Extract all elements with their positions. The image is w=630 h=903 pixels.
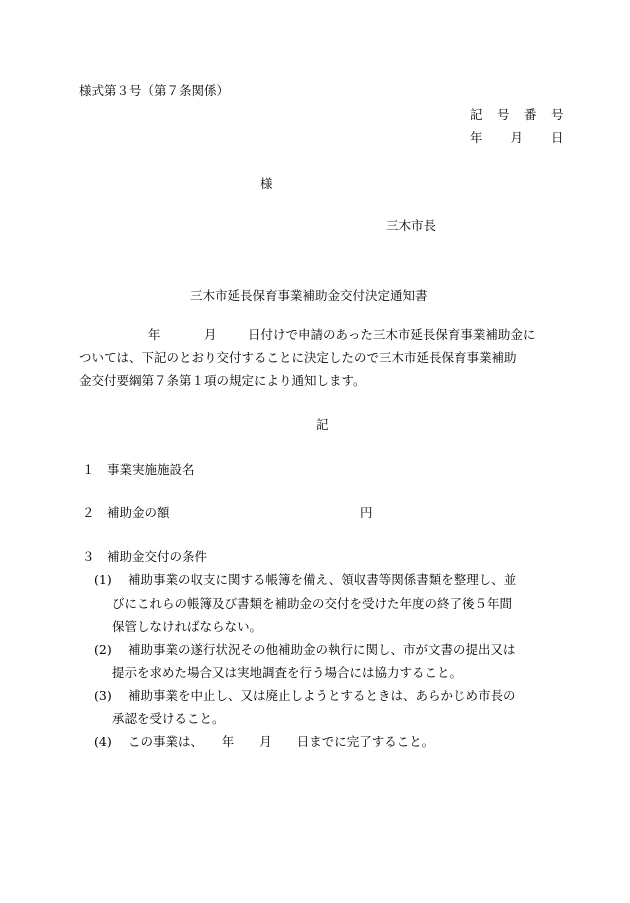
condition-line: この事業は、 年 月 日までに完了すること。 [128, 734, 435, 749]
body-date-year: 年 [148, 327, 161, 342]
item-label: 事業実施施設名 [107, 462, 195, 477]
issue-date: 年 月 日 [470, 130, 565, 145]
condition-line: 承認を受けること。 [112, 711, 225, 726]
item-number: ３ [82, 549, 95, 564]
sender-name: 三木市長 [386, 218, 437, 233]
condition-line: びにこれらの帳簿及び書類を補助金の交付を受けた年度の終了後５年間 [112, 596, 513, 611]
condition-number: (3) [94, 688, 112, 703]
item-number: ２ [82, 505, 95, 520]
record-number: 記 号 番 号 [470, 107, 565, 122]
ki-heading: 記 [316, 417, 329, 432]
body-line-3: 金交付要綱第７条第１項の規定により通知します。 [79, 373, 366, 388]
document-title: 三木市延長保育事業補助金交付決定通知書 [190, 288, 428, 303]
condition-line: 提示を求めた場合又は実地調査を行う場合には協力すること。 [112, 665, 463, 680]
condition-number: (2) [94, 642, 112, 657]
condition-line: 補助事業の遂行状況その他補助金の執行に関し、市が文書の提出又は [128, 642, 516, 657]
condition-number: (1) [94, 572, 112, 587]
condition-line: 補助事業を中止し、又は廃止しようとするときは、あらかじめ市長の [128, 688, 516, 703]
body-date-month: 月 [204, 327, 217, 342]
item-label: 補助金の額 [107, 505, 170, 520]
condition-line: 補助事業の収支に関する帳簿を備え、領収書等関係書類を整理し、並 [128, 572, 517, 587]
condition-line: 保管しなければならない。 [112, 619, 263, 634]
body-line-1: 日付けで申請のあった三木市延長保育事業補助金に [248, 327, 536, 342]
recipient-honorific: 様 [260, 176, 273, 191]
body-line-2: ついては、下記のとおり交付することに決定したので三木市延長保育事業補助 [79, 350, 517, 365]
condition-number: (4) [94, 734, 112, 749]
form-number: 様式第３号（第７条関係） [79, 83, 230, 98]
item-label: 補助金交付の条件 [107, 549, 208, 564]
item-unit: 円 [360, 505, 373, 520]
item-number: １ [82, 462, 95, 477]
